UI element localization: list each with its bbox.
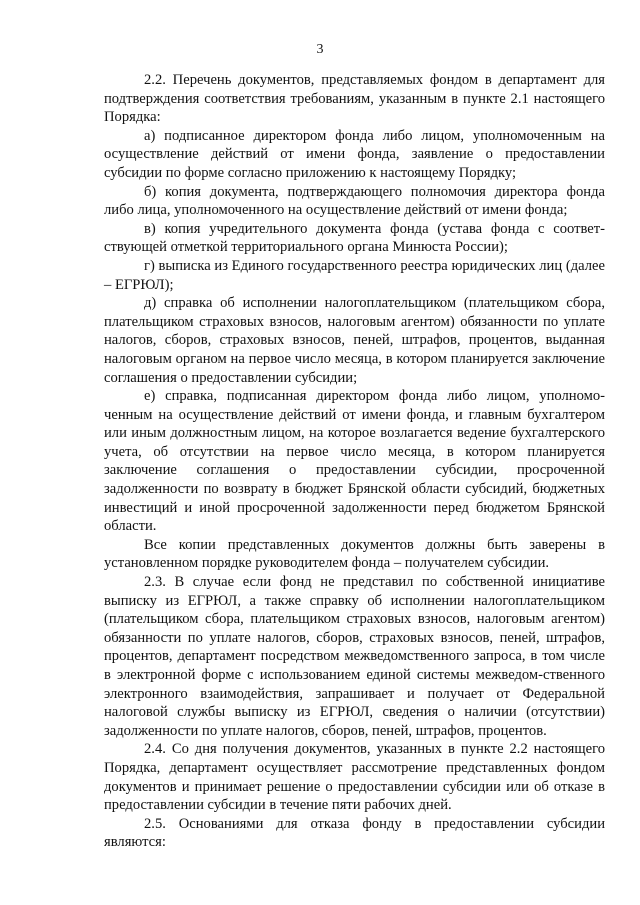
page-number: 3 — [316, 42, 324, 57]
paragraph-2-3: 2.3. В случае если фонд не представил по собственной инициативе выписку из ЕГРЮЛ, а также справку об исполнении налогоплательщиком (плательщиком сбора, плательщиком страховых взносов, налоговым агентом) обязанности по уплате налогов, сборов, страховых взносов, пеней, штрафов, процентов, департамент посредством межведомственного запроса, в том числе в электронной форме с использованием единой системы межведом-ственного электронного взаимодействия, запрашивает и получает от Федеральной налоговой службы выписку из ЕГРЮЛ, сведения о наличии (отсутствии) задолженности по уплате налогов, сборов, пеней, штрафов, процентов. — [104, 574, 605, 739]
paragraph-copies: Все копии представленных документов должны быть заверены в установленном порядке руководителем фонда – получателем субсидии. — [104, 536, 605, 572]
list-item-a: а) подписанное директором фонда либо лицом, уполномоченным на осуществление действий от имени фонда, заявление о предоставлении субсидии по форме согласно приложению к настоящему Порядку; — [104, 127, 605, 181]
list-item-g: г) выписка из Единого государственного реестра юридических лиц (далее – ЕГРЮЛ); — [104, 257, 605, 293]
list-item-d: д) справка об исполнении налогоплательщиком (плательщиком сбора, плательщиком страховых взносов, налоговым агентом) обязанности по уплате налогов, сборов, страховых взносов, пеней, штрафов, процентов, выданная налоговым органом на первое число месяца, в котором планируется заключение соглашения о предоставлении субсидии; — [104, 295, 605, 386]
paragraph-2-5: 2.5. Основаниями для отказа фонду в предоставлении субсидии являются: — [104, 815, 605, 851]
paragraph-2-2: 2.2. Перечень документов, представляемых фондом в департамент для подтверждения соответствия требованиям, указанным в пункте 2.1 настоящего Порядка: — [104, 72, 605, 126]
list-item-v: в) копия учредительного документа фонда (устава фонда с соответ-ствующей отметкой территориального органа Минюста России); — [104, 220, 605, 256]
document-body — [104, 71, 605, 852]
paragraph-2-4: 2.4. Со дня получения документов, указанных в пункте 2.2 настоящего Порядка, департамент осуществляет рассмотрение представленных фондом документов и принимает решение о предоставлении субсидии или об отказе в предоставлении субсидии в течение пяти рабочих дней. — [104, 741, 605, 814]
list-item-b: б) копия документа, подтверждающего полномочия директора фонда либо лица, уполномоченного на осуществление действий от имени фонда; — [104, 183, 605, 219]
list-item-e: е) справка, подписанная директором фонда либо лицом, уполномо-ченным на осуществление действий от имени фонда, и главным бухгалтером или иным должностным лицом, на которое возлагается ведение бухгалтерского учета, об отсутствии на первое число месяца, в котором планируется заключение соглашения о предоставлении субсидии, просроченной задолженности по возврату в бюджет Брянской области субсидий, бюджетных инвестиций и иной просроченной задолженности перед бюджетом Брянской области. — [104, 388, 605, 535]
